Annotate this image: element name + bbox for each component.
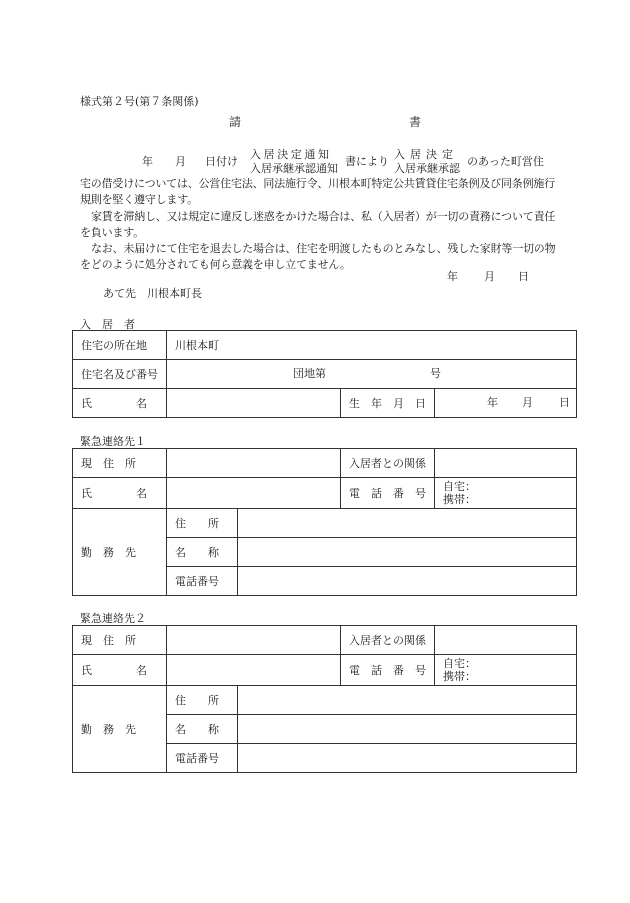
birth-label: 生 年 月 日 bbox=[341, 389, 435, 418]
resident-name-text: 氏 名 bbox=[81, 396, 147, 410]
contact1-name-label: 氏 名 bbox=[73, 478, 167, 509]
date-month: 月 bbox=[175, 155, 186, 168]
contact1-work-address-field[interactable] bbox=[238, 509, 577, 538]
contact1-work-phone-label: 電話番号 bbox=[167, 567, 238, 596]
paragraph-vacating: なお、未届けにて住宅を退去した場合は、住宅を明渡したものとみなし、残した家財等一切の物をどのように処分されても何ら意義を申し立てません。 bbox=[80, 242, 556, 271]
location-label: 住宅の所在地 bbox=[73, 331, 167, 360]
addressee: あて先 川根本町長 bbox=[103, 287, 202, 300]
contact2-work-name-label: 名 称 bbox=[167, 715, 238, 744]
contact2-work-address-field[interactable] bbox=[238, 686, 577, 715]
contact2-work-address-label: 住 所 bbox=[167, 686, 238, 715]
resident-name-label bbox=[73, 389, 167, 418]
resident-section-title: 入 居 者 bbox=[80, 318, 135, 331]
contact1-name-field[interactable] bbox=[167, 478, 341, 509]
notice-options bbox=[250, 148, 338, 176]
contact2-name-label: 氏 名 bbox=[73, 655, 167, 686]
document-title: 請 書 bbox=[229, 115, 422, 129]
decision-option-decision: 入居決定 bbox=[394, 148, 458, 161]
birth-month: 月 bbox=[522, 396, 533, 409]
contact2-work-name-field[interactable] bbox=[238, 715, 577, 744]
contact2-relation-label: 入居者との関係 bbox=[341, 626, 435, 655]
decision-option-succession: 入居承継承認 bbox=[394, 162, 460, 175]
contact1-work-address-label: 住 所 bbox=[167, 509, 238, 538]
sign-date-day: 日 bbox=[518, 270, 529, 283]
contact2-work-phone-field[interactable] bbox=[238, 744, 577, 773]
date-day-suffix: 日付け bbox=[205, 155, 238, 168]
contact2-section-title: 緊急連絡先２ bbox=[80, 612, 146, 625]
paragraph-compliance: 宅の借受けについては、公営住宅法、同法施行令、川根本町特定公共賃貸住宅条例及び同条例施行規則を堅く遵守します。 bbox=[80, 177, 555, 206]
contact1-relation-label: 入居者との関係 bbox=[341, 449, 435, 478]
contact2-relation-field[interactable] bbox=[435, 626, 577, 655]
birth-field[interactable] bbox=[435, 389, 577, 418]
date-connector: 書により bbox=[345, 155, 389, 168]
danchi-label: 団地第 bbox=[293, 367, 326, 380]
contact2-mobile-label: 携帯： bbox=[443, 670, 476, 683]
contact2-name-field[interactable] bbox=[167, 655, 341, 686]
sign-date-month: 月 bbox=[484, 270, 495, 283]
contact1-work-phone-field[interactable] bbox=[238, 567, 577, 596]
birth-day: 日 bbox=[559, 396, 570, 409]
contact1-section-title: 緊急連絡先１ bbox=[80, 435, 146, 448]
contact2-work-label: 勤 務 先 bbox=[73, 686, 167, 773]
contact2-phone-field[interactable] bbox=[435, 655, 577, 686]
resident-table bbox=[72, 330, 577, 418]
contact1-phone-field[interactable] bbox=[435, 478, 577, 509]
contact1-address-field[interactable] bbox=[167, 449, 341, 478]
contact1-work-name-field[interactable] bbox=[238, 538, 577, 567]
date-row-tail: のあった町営住 bbox=[467, 155, 544, 168]
contact1-relation-field[interactable] bbox=[435, 449, 577, 478]
form-id: 様式第２号(第７条関係) bbox=[80, 95, 199, 108]
contact2-address-field[interactable] bbox=[167, 626, 341, 655]
contact1-phone-label: 電 話 番 号 bbox=[341, 478, 435, 509]
contact1-home-label: 自宅： bbox=[443, 480, 476, 493]
contact1-address-label: 現 住 所 bbox=[73, 449, 167, 478]
decision-options bbox=[394, 148, 460, 176]
contact1-table bbox=[72, 448, 577, 596]
contact2-work-phone-label: 電話番号 bbox=[167, 744, 238, 773]
paragraph-liability: 家賃を滞納し、又は規定に違反し迷惑をかけた場合は、私（入居者）が一切の責務について責任を負います。 bbox=[80, 210, 556, 239]
contact2-home-label: 自宅： bbox=[443, 657, 476, 670]
resident-name-field[interactable] bbox=[167, 389, 341, 418]
name-number-field[interactable] bbox=[167, 360, 577, 389]
location-field[interactable]: 川根本町 bbox=[167, 331, 577, 360]
contact1-work-name-label: 名 称 bbox=[167, 538, 238, 567]
contact1-work-label: 勤 務 先 bbox=[73, 509, 167, 596]
sign-date-year: 年 bbox=[447, 270, 458, 283]
contact2-phone-label: 電 話 番 号 bbox=[341, 655, 435, 686]
go-label: 号 bbox=[430, 367, 441, 380]
contact1-mobile-label: 携帯： bbox=[443, 493, 476, 506]
contact2-address-label: 現 住 所 bbox=[73, 626, 167, 655]
date-year: 年 bbox=[142, 155, 153, 168]
notice-option-decision: 入居決定通知 bbox=[250, 148, 332, 161]
notice-option-succession: 入居承継承認通知 bbox=[250, 162, 338, 175]
name-number-label: 住宅名及び番号 bbox=[73, 360, 167, 389]
birth-year: 年 bbox=[487, 396, 498, 409]
contact2-table bbox=[72, 625, 577, 773]
